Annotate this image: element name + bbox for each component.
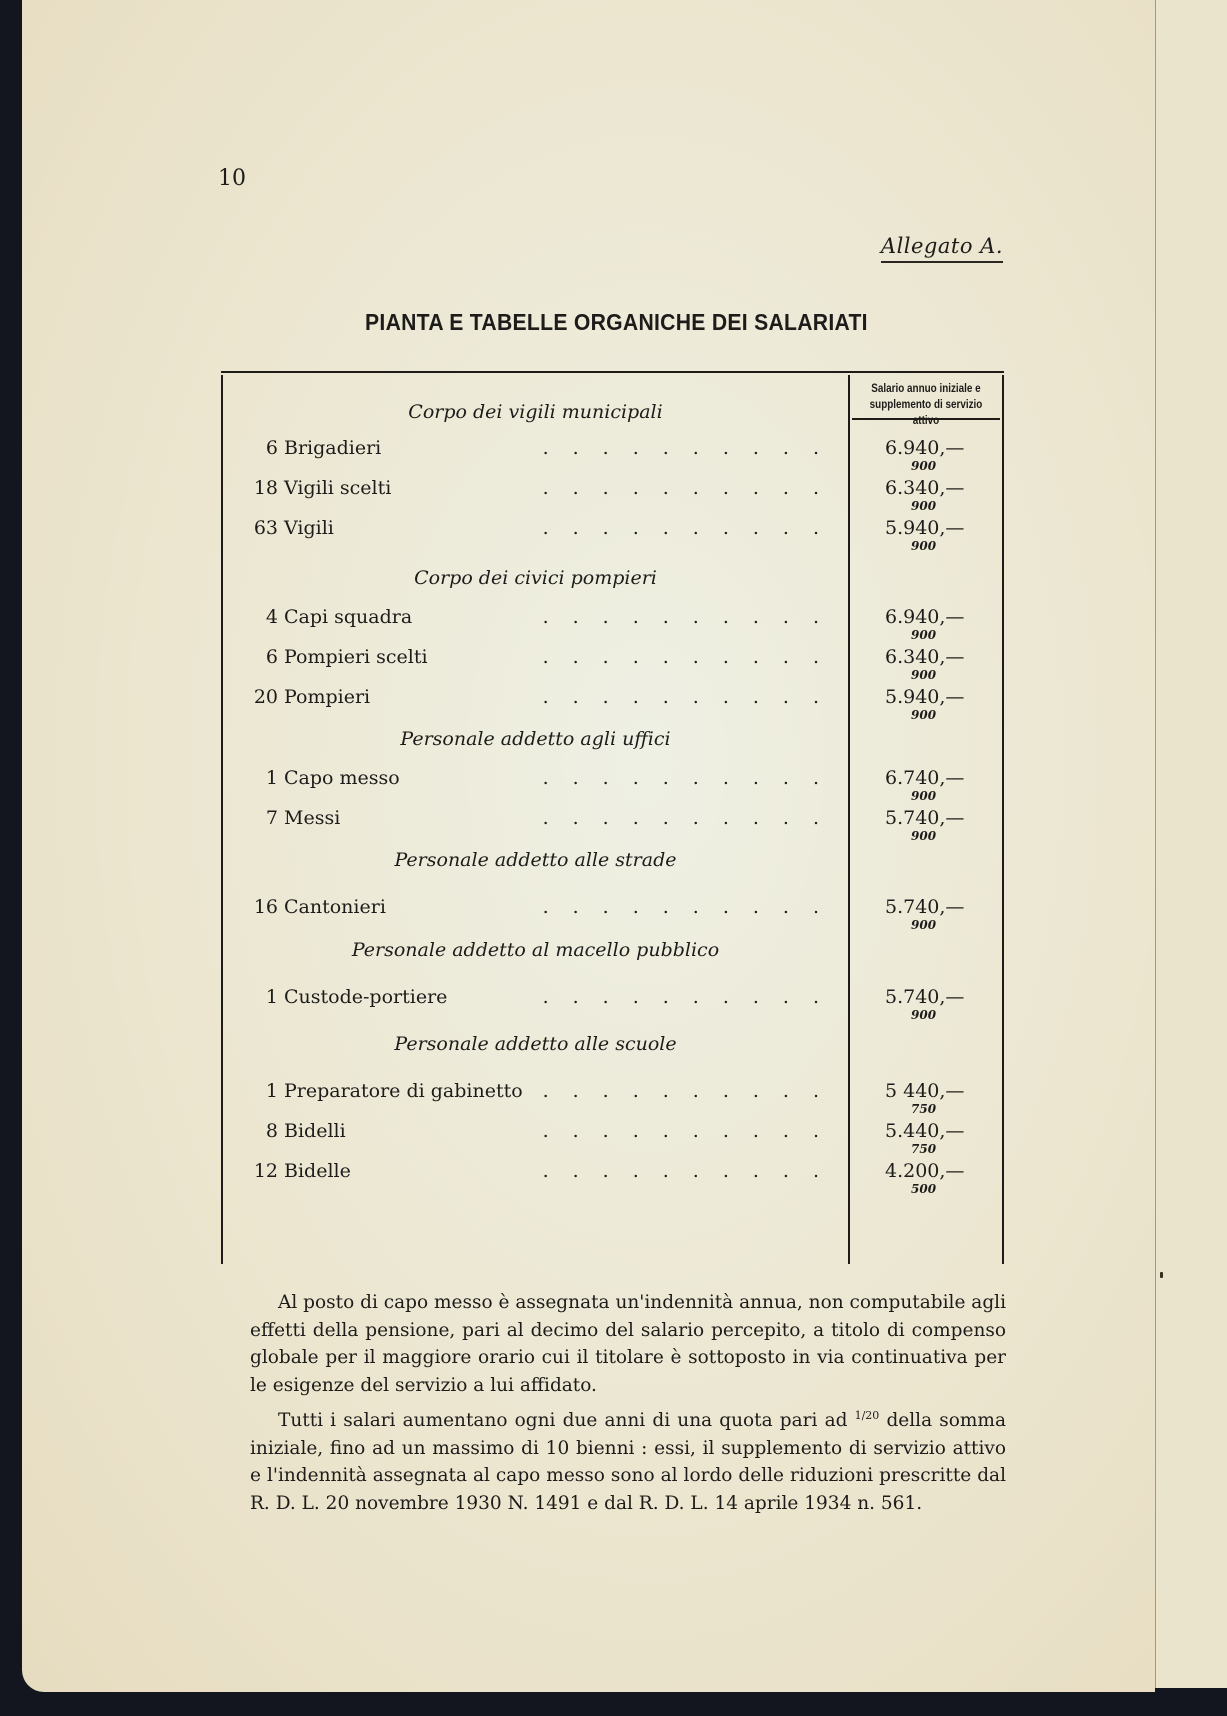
row-salary: 5 440,— (885, 1080, 965, 1102)
row-count: 1 (265, 767, 278, 789)
note-paragraph-capo-messo: Al posto di capo messo è assegnata un'indennità annua, non computabile agli effetti della pensione, pari al decimo del salario percepito, a titolo di compenso globale per il maggiore orario cui il titolare è sottoposto in via continuativa per le esigenze del servizio a lui affidato. (250, 1292, 1006, 1396)
row-count: 1 (265, 986, 278, 1008)
section-heading: Personale addetto al macello pubblico (351, 939, 720, 961)
page-number: 10 (218, 166, 246, 191)
row-salary: 6.340,— (885, 477, 965, 499)
row-salary: 4.200,— (885, 1160, 965, 1182)
row-supplement: 900 (911, 539, 937, 553)
row-salary: 5.940,— (885, 686, 965, 708)
dot-leader: .......... (542, 986, 843, 1008)
table-row (223, 896, 1003, 936)
table-row (223, 1120, 1003, 1160)
note-paragraph-salary-increases (250, 1402, 1006, 1517)
table-row (223, 1080, 1003, 1120)
table-row (223, 477, 1003, 517)
row-supplement: 900 (911, 708, 937, 722)
table-row (223, 986, 1003, 1026)
annex-label: Allegato A. (881, 234, 1003, 263)
row-role: Bidelle (284, 1160, 351, 1182)
table-row (223, 686, 1003, 726)
row-count: 12 (253, 1160, 278, 1182)
table-row (223, 1160, 1003, 1200)
table-row (223, 767, 1003, 807)
row-count: 16 (253, 896, 278, 918)
dot-leader: .......... (542, 807, 843, 829)
row-supplement: 900 (911, 628, 937, 642)
row-count: 8 (265, 1120, 278, 1142)
row-role: Custode-portiere (284, 986, 448, 1008)
row-role: Brigadieri (284, 437, 382, 459)
table-row (223, 437, 1003, 477)
row-role: Preparatore di gabinetto (284, 1080, 523, 1102)
dot-leader: .......... (542, 767, 843, 789)
row-role: Vigili (284, 517, 334, 539)
page-title: PIANTA E TABELLE ORGANICHE DEI SALARIATI (365, 309, 868, 335)
row-supplement: 900 (911, 1008, 937, 1022)
column-header-salary: Salario annuo iniziale e supplemento di servizio attivo (869, 383, 983, 427)
row-role: Pompieri scelti (284, 646, 428, 668)
row-salary: 5.940,— (885, 517, 965, 539)
row-count: 6 (265, 646, 278, 668)
dot-leader: .......... (542, 517, 843, 539)
section-heading: Corpo dei civici pompieri (414, 567, 657, 589)
section-heading: Personale addetto agli uffici (400, 728, 671, 750)
row-role: Bidelli (284, 1120, 346, 1142)
row-count: 6 (265, 437, 278, 459)
section-heading: Personale addetto alle strade (394, 849, 677, 871)
row-role: Messi (284, 807, 341, 829)
row-supplement: 500 (911, 1182, 937, 1196)
row-salary: 5.440,— (885, 1120, 965, 1142)
row-supplement: 900 (911, 668, 937, 682)
note-text-after-fraction: della somma iniziale, fino ad un massimo di 10 bienni : essi, il supplemento di servizio attivo e l'indennità assegnata al capo messo sono al lordo delle riduzioni prescritte dal R. D. L. 20 novembre 1930 N. 1491 e dal R. D. L. 14 aprile 1934 n. 561. (250, 1410, 1006, 1514)
fraction: 1/20 (854, 1409, 880, 1422)
dot-leader: .......... (542, 606, 843, 628)
row-supplement: 900 (911, 499, 937, 513)
row-role: Pompieri (284, 686, 371, 708)
row-supplement: 900 (911, 918, 937, 932)
row-salary: 6.940,— (885, 437, 965, 459)
dot-leader: .......... (542, 1080, 843, 1102)
row-supplement: 900 (911, 789, 937, 803)
table-row (223, 807, 1003, 847)
row-count: 18 (253, 477, 278, 499)
row-role: Cantonieri (284, 896, 386, 918)
row-salary: 5.740,— (885, 896, 965, 918)
row-salary: 6.940,— (885, 606, 965, 628)
dot-leader: .......... (542, 646, 843, 668)
section-heading: Personale addetto alle scuole (394, 1033, 677, 1055)
table-row (223, 517, 1003, 557)
row-salary: 6.340,— (885, 646, 965, 668)
table-row (223, 606, 1003, 646)
note-text-before-fraction: Tutti i salari aumentano ogni due anni di una quota pari ad (278, 1410, 855, 1432)
row-role: Vigili scelti (284, 477, 392, 499)
row-salary: 6.740,— (885, 767, 965, 789)
table-row (223, 646, 1003, 686)
row-supplement: 900 (911, 829, 937, 843)
row-role: Capi squadra (284, 606, 413, 628)
row-salary: 5.740,— (885, 986, 965, 1008)
dot-leader: .......... (542, 896, 843, 918)
page-edge-mark (1160, 1272, 1163, 1278)
row-count: 63 (253, 517, 278, 539)
section-heading: Corpo dei vigili municipali (408, 401, 663, 423)
salary-table (221, 371, 1004, 1264)
row-count: 20 (253, 686, 278, 708)
table-top-rule (221, 371, 1004, 373)
row-count: 7 (265, 807, 278, 829)
row-salary: 5.740,— (885, 807, 965, 829)
dot-leader: .......... (542, 686, 843, 708)
row-role: Capo messo (284, 767, 400, 789)
row-supplement: 750 (911, 1102, 937, 1116)
row-supplement: 900 (911, 459, 937, 473)
row-count: 4 (265, 606, 278, 628)
row-count: 1 (265, 1080, 278, 1102)
adjacent-page-edge (1155, 0, 1227, 1688)
row-supplement: 750 (911, 1142, 937, 1156)
column-header-rule (852, 418, 1000, 420)
dot-leader: .......... (542, 477, 843, 499)
dot-leader: .......... (542, 437, 843, 459)
dot-leader: .......... (542, 1160, 843, 1182)
dot-leader: .......... (542, 1120, 843, 1142)
